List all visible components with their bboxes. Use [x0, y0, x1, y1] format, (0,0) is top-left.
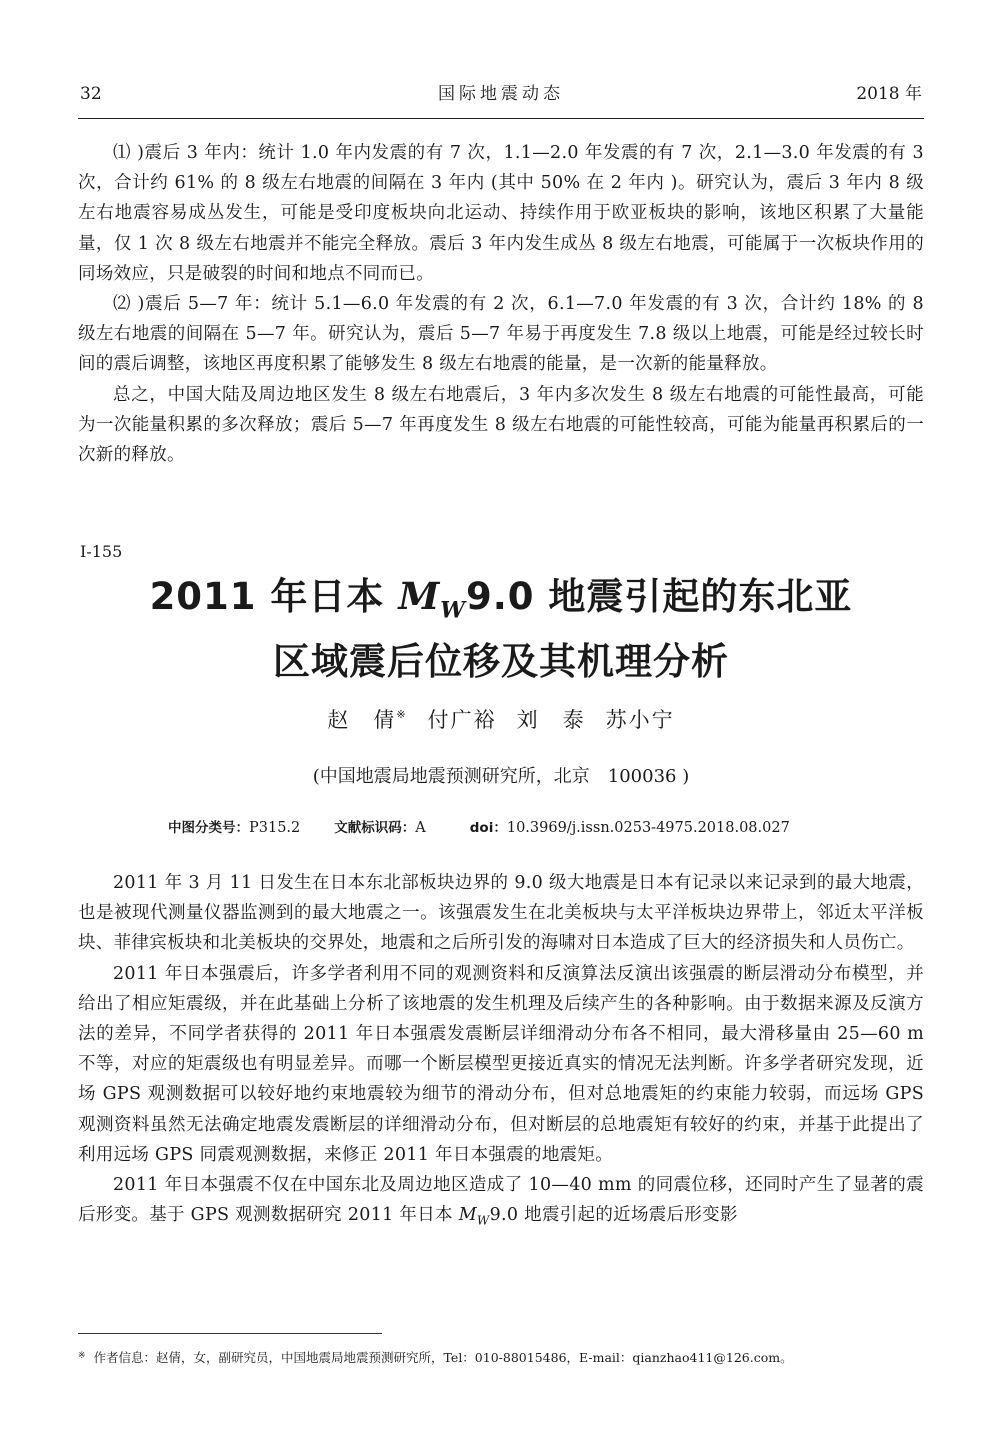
corresponding-author-mark: ※	[396, 708, 408, 721]
paragraph: 2011 年日本强震后，许多学者利用不同的观测资料和反演算法反演出该强震的断层滑动分布模型，并给出了相应矩震级，并在此基础上分析了该地震的发生机理及后续产生的各种影响。由于数据来源及反演方法的差异，不同学者获得的 2011 年日本强震发震断层详细滑动分布各不相同，最大滑移量由 25—60 m 不等，对应的矩震级也有明显差异。而哪一个断层模型更接近真实的情况无法判断。许多学者研究发现，近场 GPS 观测数据可以较好地约束地震较为细节的滑动分布，但对总地震矩的约束能力较弱，而远场 GPS 观测资料虽然无法确定地震发震断层的详细滑动分布，但对断层的总地震矩有较好的约束，并基于此提出了利用远场 GPS 同震观测数据，来修正 2011 年日本强震的地震矩。	[78, 963, 924, 1165]
paragraph: ⑴ )震后 3 年内：统计 1.0 年内发震的有 7 次，1.1—2.0 年发震的有 7 次，2.1—3.0 年发震的有 3 次，合计约 61% 的 8 级左右地震的间隔在 3 年内 (其中 50% 在 2 年内 )。研究认为，震后 3 年内 8 级左右地震容易成丛发生，可能是受印度板块向北运动、持续作用于欧亚板块的影响，该地区积累了大量能量，仅 1 次 8 级左右地震并不能完全释放。震后 3 年内发生成丛 8 级左右地震，可能属于一次板块作用的同场效应，只是破裂的时间和地点不同而已。	[78, 143, 924, 284]
title-line-1: 2011 年日本 $M_W9.0$ 地震引起的东北亚	[149, 574, 853, 624]
article-title	[78, 570, 924, 688]
paragraph: 2011 年 3 月 11 日发生在日本东北部板块边界的 9.0 级大地震是日本有记录以来记录到的最大地震，也是被现代测量仪器监测到的最大地震之一。该强震发生在北美板块与太平洋板块边界带上，邻近太平洋板块、菲律宾板块和北美板块的交界处，地震和之后所引发的海啸对日本造成了巨大的经济损失和人员伤亡。	[78, 873, 924, 954]
moment-magnitude-symbol: $M_W$	[398, 574, 466, 624]
paragraph: 2011 年日本强震不仅在中国东北及周边地区造成了 10—40 mm 的同震位移，还同时产生了显著的震后形变。基于 GPS 观测数据研究 2011 年日本 $M_W9.0$ 地震引起的近场震后形变影	[78, 1175, 924, 1228]
author-footnote	[78, 1346, 924, 1368]
journal-name: 国际地震动态	[438, 84, 564, 104]
author-name: 刘 泰	[516, 708, 586, 732]
publication-year: 2018 年	[856, 84, 922, 104]
running-head	[80, 82, 922, 106]
header-rule	[78, 118, 924, 119]
author-name: 苏小宁	[605, 708, 675, 732]
moment-magnitude-symbol: $M_W$	[458, 1205, 490, 1228]
preceding-article-text	[78, 138, 924, 470]
author-name: 赵 倩	[327, 708, 397, 732]
document-code: 文献标识码：A	[334, 820, 426, 836]
page-number: 32	[80, 84, 102, 104]
article-id: Ⅰ-155	[80, 542, 123, 561]
article-body	[78, 868, 924, 1236]
paragraph: 总之，中国大陆及周边地区发生 8 级左右地震后，3 年内多次发生 8 级左右地震的可能性最高，可能为一次能量积累的多次释放；震后 5—7 年再度发生 8 级左右地震的可能性较高，可能为能量再积累后的一次新的释放。	[78, 384, 924, 466]
affiliation: (中国地震局地震预测研究所，北京 100036 )	[312, 766, 690, 787]
paragraph: ⑵ )震后 5—7 年：统计 5.1—6.0 年发震的有 2 次，6.1—7.0 年发震的有 3 次，合计约 18% 的 8 级左右地震的间隔在 5—7 年。研究认为，震后 5—7 年易于再度发生 7.8 级以上地震，可能是经过较长时间的震后调整，该地区再度积累了能够发生 8 级左右地震的能量，是一次新的能量释放。	[78, 294, 924, 375]
title-line-2: 区域震后位移及其机理分析	[273, 640, 729, 684]
clc-number: 中图分类号：P315.2	[168, 820, 301, 836]
author-name: 付广裕	[427, 708, 497, 732]
footnote-text: 作者信息：赵倩，女，副研究员，中国地震局地震预测研究所，Tel：010-88015486，E-mail：qianzhao411@126.com。	[93, 1350, 793, 1365]
author-list	[78, 700, 924, 735]
footnote-mark: ※	[78, 1351, 86, 1361]
classification-line	[168, 817, 928, 839]
doi: doi：10.3969/j.issn.0253-4975.2018.08.027	[469, 820, 790, 836]
footnote-rule	[78, 1333, 382, 1334]
